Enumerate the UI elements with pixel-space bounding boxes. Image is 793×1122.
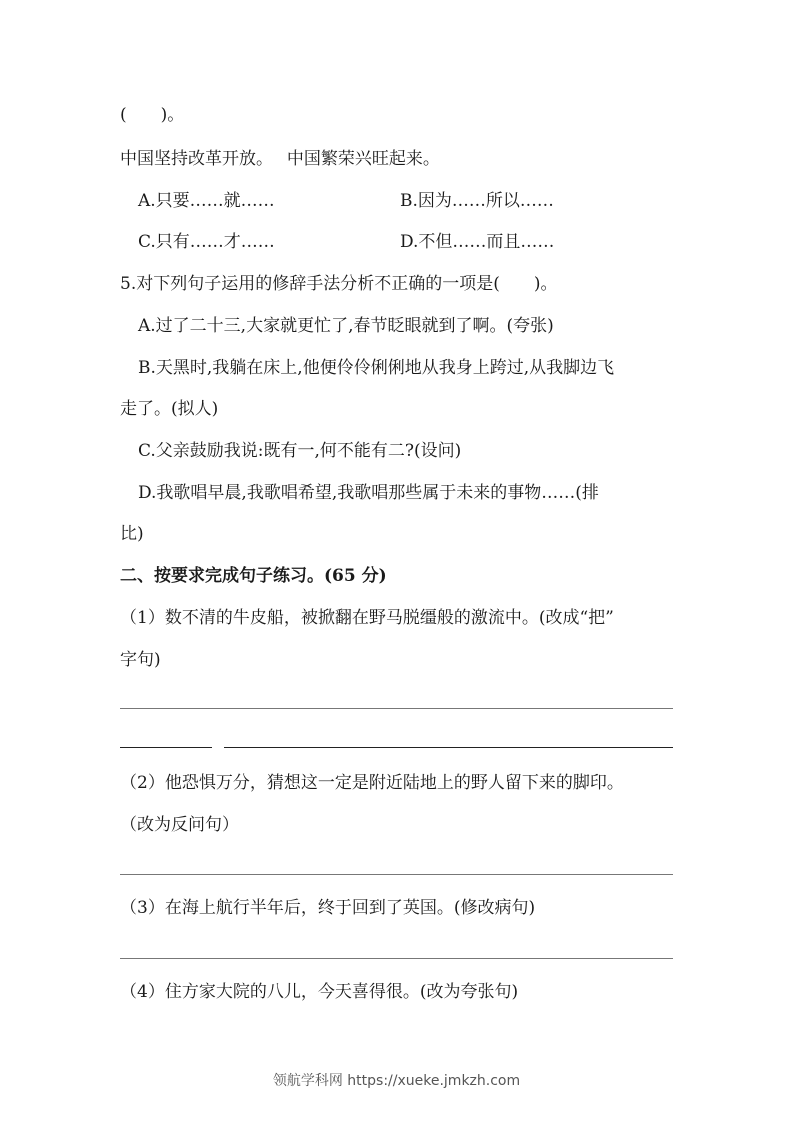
q4-sentence: 中国坚持改革开放。 中国繁荣兴旺起来。 xyxy=(120,149,440,169)
exercise-1-line1: （1）数不清的牛皮船，被掀翻在野马脱缰般的激流中。(改成“把” xyxy=(120,608,614,628)
q5-stem: 5.对下列句子运用的修辞手法分析不正确的一项是( )。 xyxy=(120,274,558,294)
exercise-3: （3）在海上航行半年后，终于回到了英国。(修改病句) xyxy=(120,898,536,918)
footer-watermark: 领航学科网 https://xueke.jmkzh.com xyxy=(272,1073,521,1089)
q4-option-a: A.只要……就…… xyxy=(138,191,275,211)
q5-option-d-line1: D.我歌唱早晨,我歌唱希望,我歌唱那些属于未来的事物……(排 xyxy=(138,483,599,503)
q5-option-a: A.过了二十三,大家就更忙了,春节眨眼就到了啊。(夸张) xyxy=(138,316,554,336)
answer-line-1b[interactable] xyxy=(224,747,673,748)
exercise-1-line2: 字句) xyxy=(120,650,161,670)
q5-option-b-line2: 走了。(拟人) xyxy=(120,399,219,419)
answer-line-1b-short[interactable] xyxy=(120,747,212,748)
exercise-4: （4）住方家大院的八儿，今天喜得很。(改为夸张句) xyxy=(120,982,519,1002)
section-2-heading: 二、按要求完成句子练习。(65 分) xyxy=(120,566,387,586)
q4-option-c: C.只有……才…… xyxy=(138,232,275,252)
exercise-2-line1: （2）他恐惧万分，猜想这一定是附近陆地上的野人留下来的脚印。 xyxy=(120,773,624,793)
q5-option-c: C.父亲鼓励我说:既有一,何不能有二?(设问) xyxy=(138,441,462,461)
answer-line-1a[interactable] xyxy=(120,708,673,709)
q4-option-b: B.因为……所以…… xyxy=(400,191,554,211)
q4-option-d: D.不但……而且…… xyxy=(400,232,555,252)
answer-line-2[interactable] xyxy=(120,874,673,875)
answer-line-3[interactable] xyxy=(120,958,673,959)
q5-option-d-line2: 比) xyxy=(120,524,144,544)
q4-answer-paren: ( )。 xyxy=(120,105,185,125)
exercise-2-line2: （改为反问句） xyxy=(120,815,239,835)
q5-option-b-line1: B.天黑时,我躺在床上,他便伶伶俐俐地从我身上跨过,从我脚边飞 xyxy=(138,358,615,378)
